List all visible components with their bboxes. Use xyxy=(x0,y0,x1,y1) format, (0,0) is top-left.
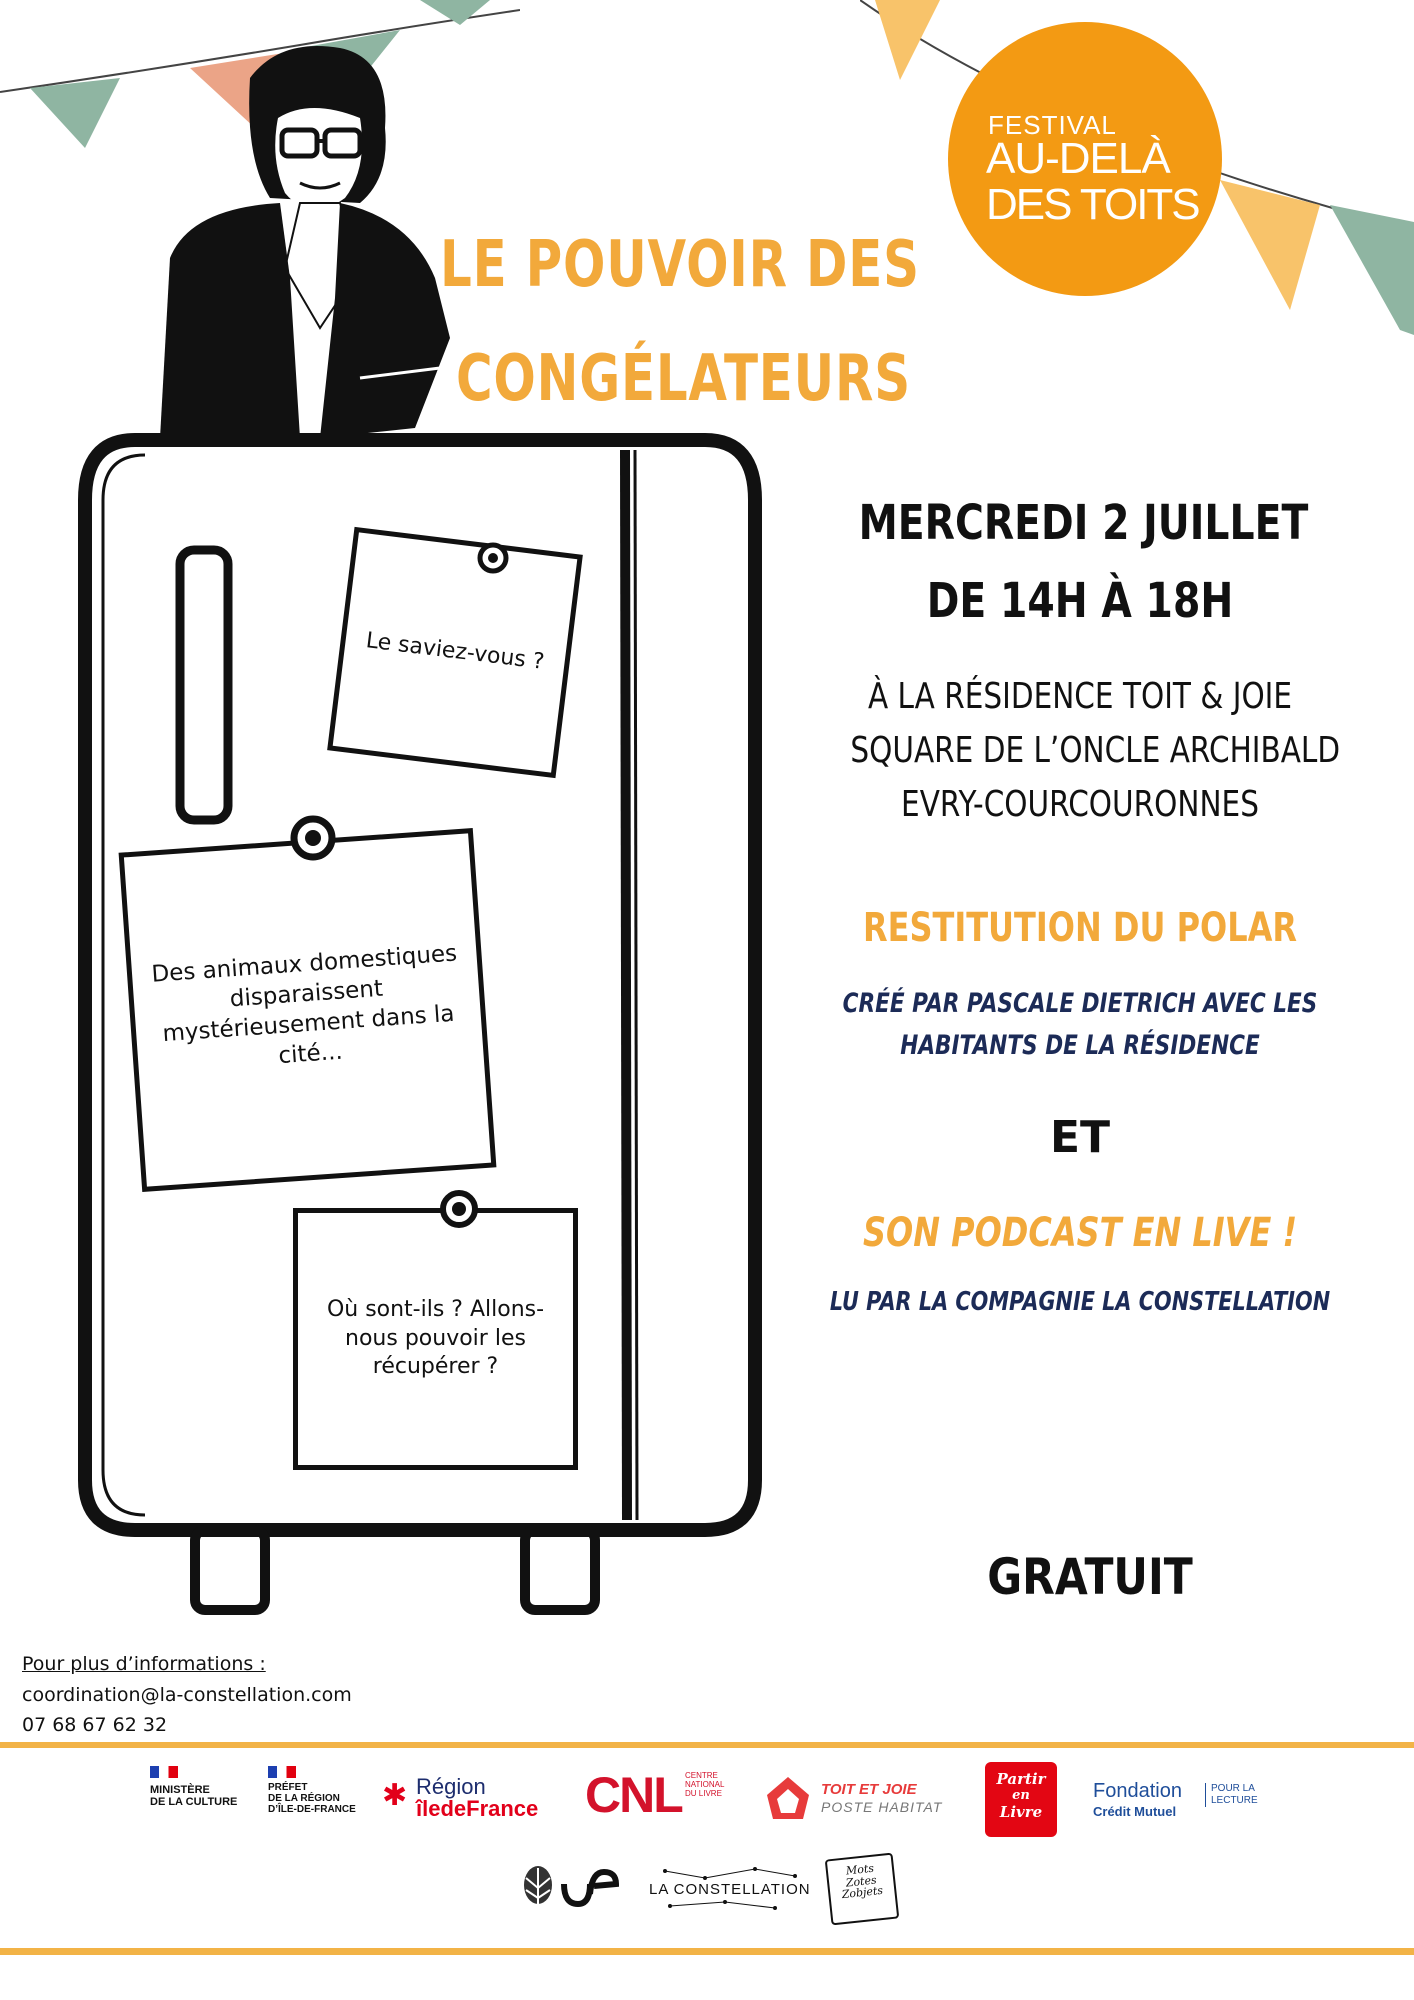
logo-ministere xyxy=(150,1766,260,1836)
event-podcast: SON PODCAST EN LIVE ! xyxy=(862,1210,1298,1256)
festival-logo-line3: DES TOITS xyxy=(986,180,1199,229)
event-created-by-2: HABITANTS DE LA RÉSIDENCE xyxy=(900,1030,1260,1061)
event-restitution: RESTITUTION DU POLAR xyxy=(862,905,1298,951)
bunting-top-green xyxy=(420,0,500,30)
divider-bottom xyxy=(0,1948,1414,1955)
logo-constellation-text: LA CONSTELLATION xyxy=(649,1881,811,1898)
logo-partir-line1: Partir xyxy=(996,1770,1046,1788)
title-line1: LE POUVOIR DES xyxy=(440,228,920,302)
logo-ministere-line2: DE LA CULTURE xyxy=(150,1796,238,1808)
logo-prefet xyxy=(268,1766,378,1836)
note-where-text: Où sont-ils ? Allons-nous pouvoir les récupérer ? xyxy=(326,1297,545,1380)
note-animals xyxy=(119,828,497,1192)
logo-cnl-sub: CENTRE NATIONAL DU LIVRE xyxy=(685,1771,725,1798)
event-place-3: EVRY-COURCOURONNES xyxy=(901,784,1259,825)
logo-toit-line1: TOIT ET JOIE xyxy=(821,1781,917,1798)
pin-icon xyxy=(435,1185,483,1233)
event-and: ET xyxy=(1049,1112,1111,1163)
divider-top xyxy=(0,1742,1414,1748)
star-icon: ✱ xyxy=(382,1778,408,1813)
logo-partir-line2: en xyxy=(1012,1788,1030,1803)
contact-label: Pour plus d’informations : xyxy=(22,1653,266,1675)
logo-mots-zotes xyxy=(825,1853,900,1926)
logo-fondation-line2: Crédit Mutuel xyxy=(1093,1804,1177,1819)
uec-letters-icon xyxy=(558,1864,622,1908)
logo-toit-line2: POSTE HABITAT xyxy=(821,1799,943,1815)
logo-cnl-text: CNL xyxy=(585,1767,682,1823)
festival-logo xyxy=(948,22,1222,296)
logo-fondation-line1: Fondation xyxy=(1093,1780,1182,1802)
logo-prefet-line2: DE LA RÉGION xyxy=(268,1793,340,1804)
contact-email[interactable]: coordination@la-constellation.com xyxy=(22,1684,352,1706)
pin-icon xyxy=(285,810,341,866)
logo-prefet-line1: PRÉFET xyxy=(268,1782,308,1793)
event-place-2: SQUARE DE L’ONCLE ARCHIBALD xyxy=(850,730,1341,771)
note-where xyxy=(293,1208,578,1470)
logo-uec xyxy=(520,1862,630,1912)
event-read-by: LU PAR LA COMPAGNIE LA CONSTELLATION xyxy=(829,1287,1331,1317)
festival-logo-line1: FESTIVAL xyxy=(988,110,1117,140)
logo-constellation xyxy=(645,1866,815,1911)
event-place-1: À LA RÉSIDENCE TOIT & JOIE xyxy=(867,676,1293,717)
logo-region xyxy=(382,1774,562,1824)
logo-cnl xyxy=(585,1766,735,1826)
festival-logo-line2: AU-DELÀ xyxy=(986,134,1170,183)
contact-phone[interactable]: 07 68 67 62 32 xyxy=(22,1714,168,1736)
logo-partir-line3: Livre xyxy=(999,1803,1043,1821)
note-did-you-know-text: Le saviez-vous ? xyxy=(364,628,546,676)
event-price: GRATUIT xyxy=(987,1548,1193,1606)
event-time: DE 14H À 18H xyxy=(926,573,1234,629)
logo-region-line2: îledeFrance xyxy=(416,1796,539,1821)
event-created-by-1: CRÉÉ PAR PASCALE DIETRICH AVEC LES xyxy=(842,988,1318,1019)
title-line2: CONGÉLATEURS xyxy=(456,342,911,416)
note-did-you-know xyxy=(327,527,583,778)
logo-fondation-line3: POUR LA LECTURE xyxy=(1205,1783,1271,1807)
logo-partir-en-livre xyxy=(985,1762,1057,1837)
logo-ministere-line1: MINISTÈRE xyxy=(150,1784,210,1796)
note-animals-text: Des animaux domestiques disparaissent mystérieusement dans la cité... xyxy=(150,940,458,1069)
leaf-icon xyxy=(520,1864,556,1906)
house-icon xyxy=(765,1775,811,1821)
logo-region-line1: Région xyxy=(416,1774,486,1799)
event-date: MERCREDI 2 JUILLET xyxy=(858,495,1309,551)
logo-fondation xyxy=(1093,1780,1273,1825)
woman-illustration xyxy=(160,38,460,438)
logo-prefet-line3: D’ÎLE-DE-FRANCE xyxy=(268,1804,356,1815)
pin-icon xyxy=(473,538,513,578)
logo-toit-joie xyxy=(765,1775,975,1825)
logo-mots-text: Mots Zotes Zobjets xyxy=(841,1861,884,1902)
